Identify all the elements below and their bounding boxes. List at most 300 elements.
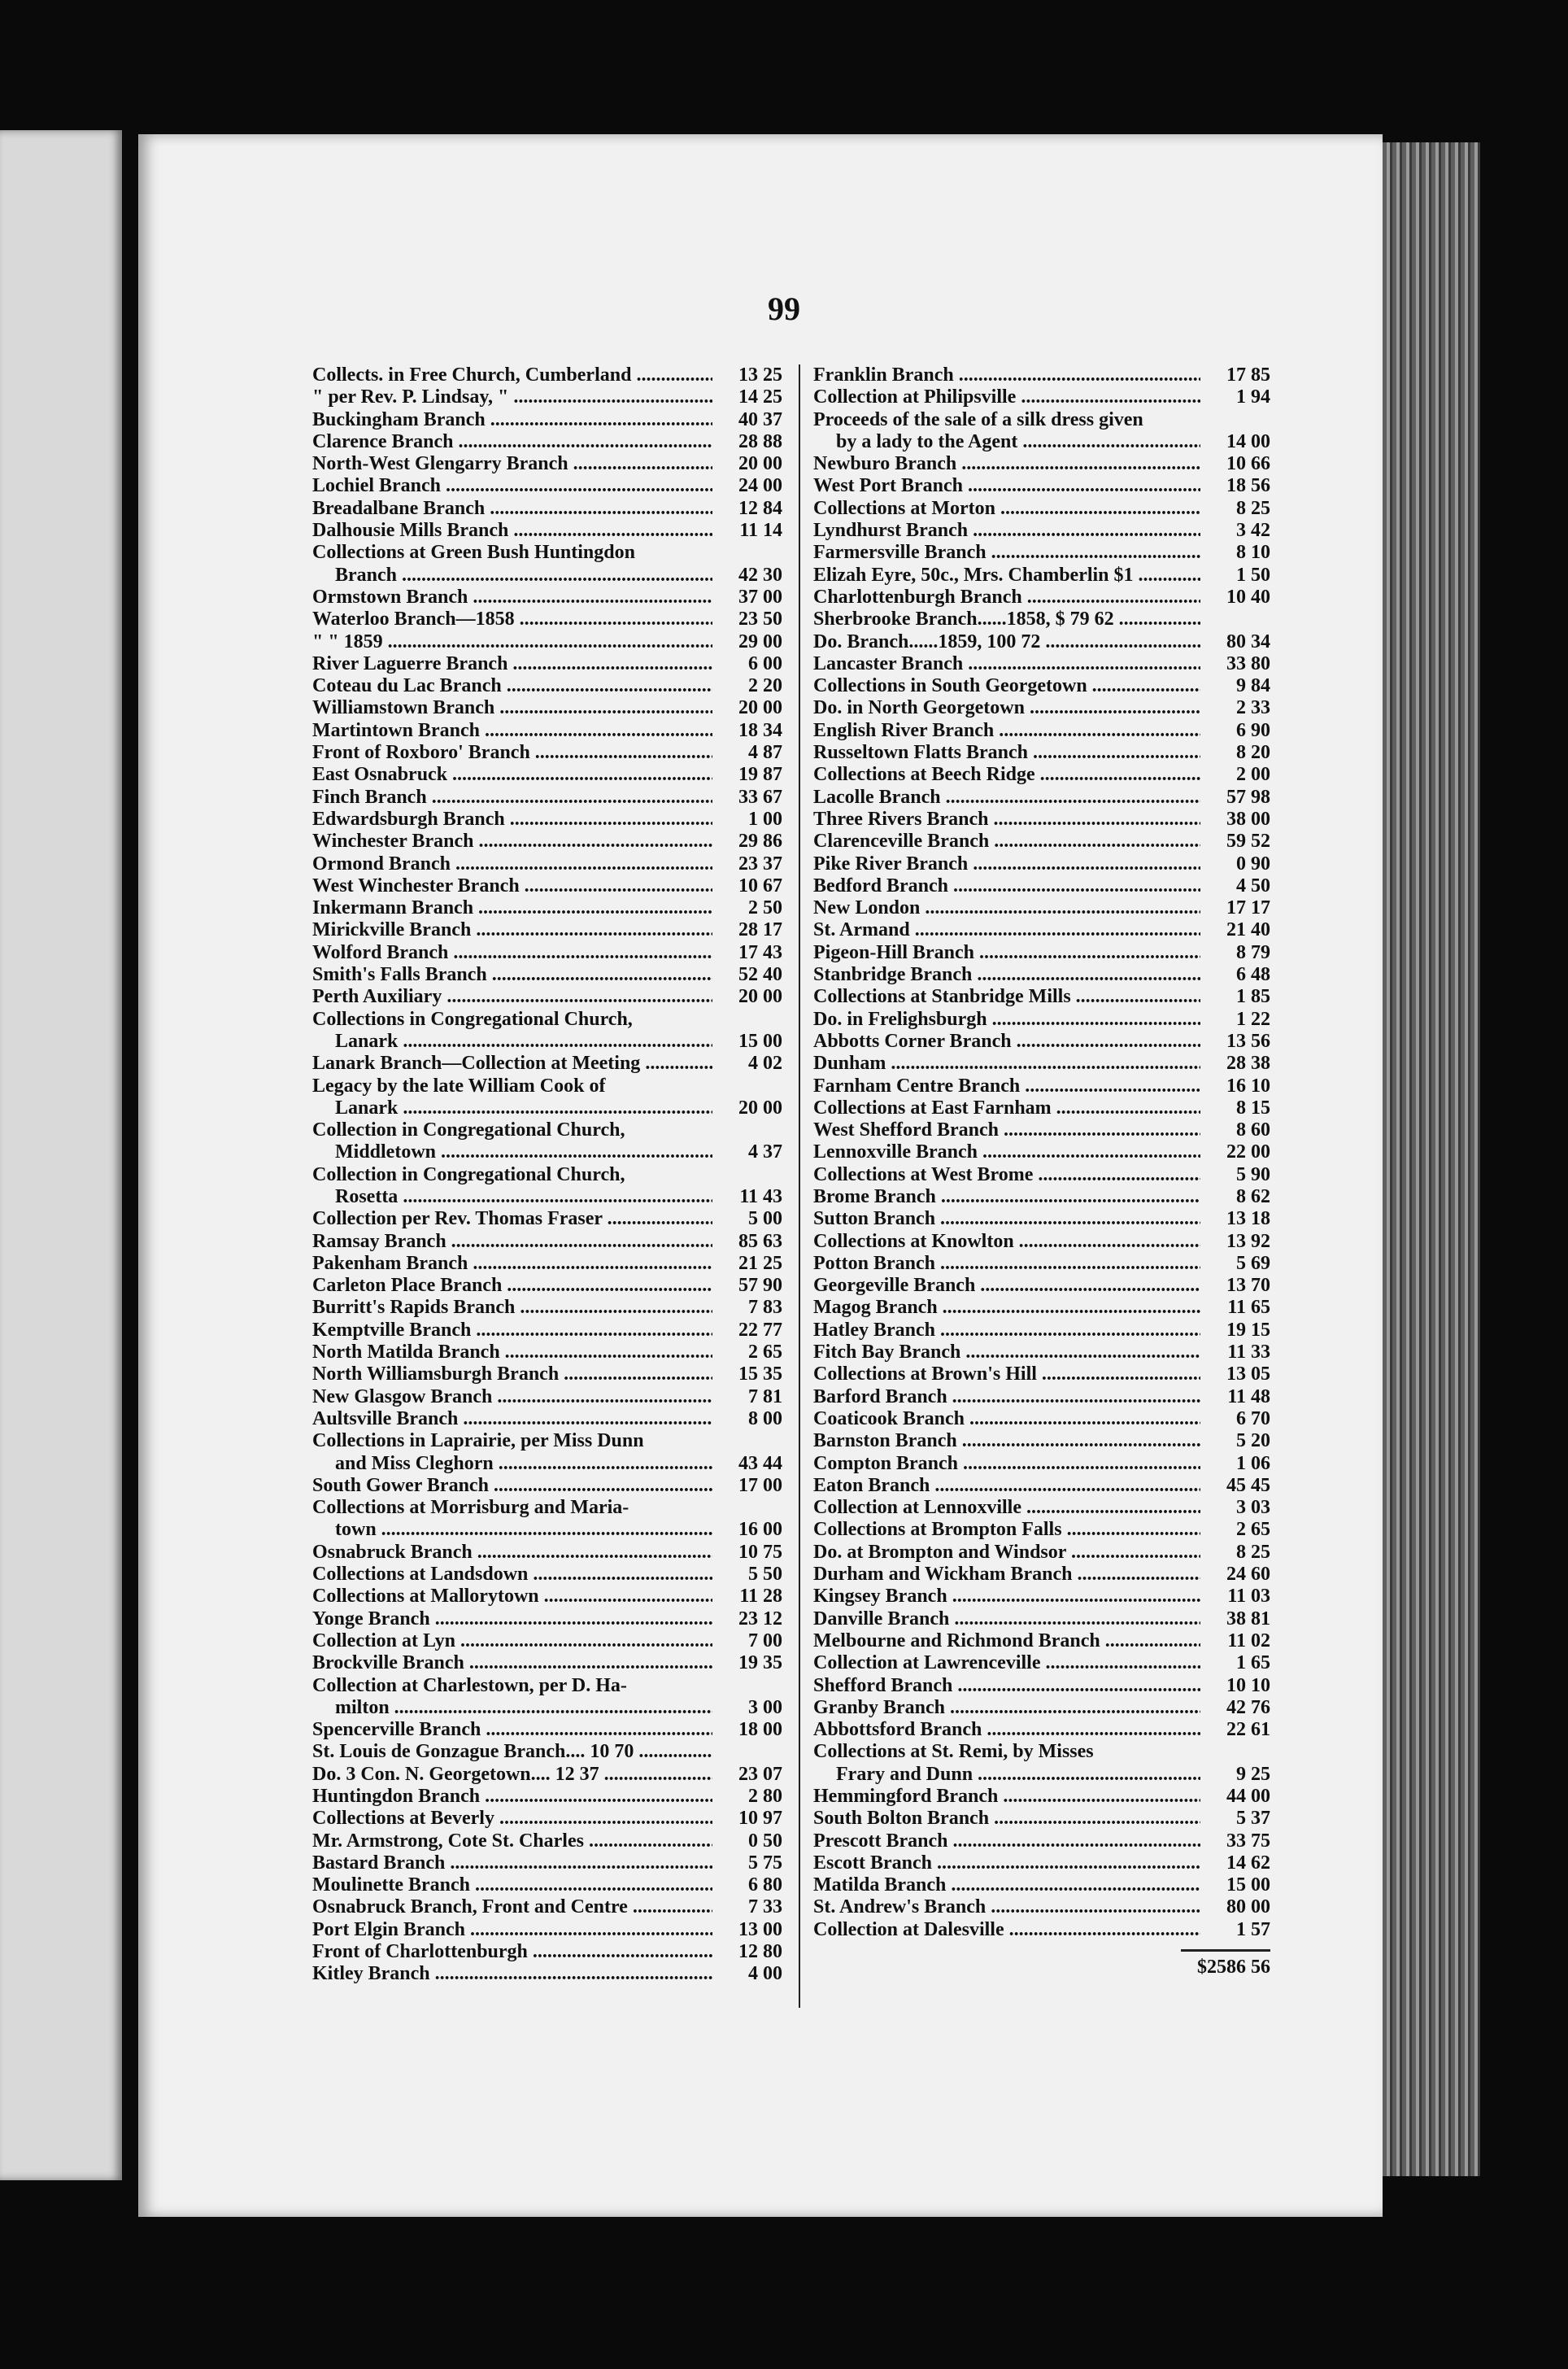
entry-amount: 45 45: [1226, 1474, 1270, 1496]
entry-label: Collection at Lawrenceville .....: [813, 1652, 1200, 1674]
ledger-entry: [312, 1719, 782, 1741]
entry-label: Finch Branch .....: [312, 787, 712, 809]
entry-label: Branch .....: [312, 565, 712, 587]
ledger-entry: [813, 720, 1270, 742]
ledger-entry: [813, 986, 1270, 1008]
entry-label: Collections at Landsdown .....: [312, 1564, 712, 1586]
entry-amount: 57 98: [1226, 786, 1270, 808]
entry-amount: 11 28: [739, 1586, 782, 1608]
entry-label: Farnham Centre Branch .....: [813, 1075, 1200, 1097]
ledger-entry: [813, 520, 1270, 542]
entry-amount: 20 00: [738, 453, 782, 475]
entry-label: Fitch Bay Branch .....: [813, 1342, 1200, 1363]
entry-label-line: Collection in Congregational Church,: [312, 1119, 625, 1141]
entry-amount: 20 00: [738, 1097, 782, 1119]
entry-label-line: Collections at Morrisburg and Maria-: [312, 1497, 629, 1519]
entry-label: Barford Branch .....: [813, 1386, 1200, 1408]
entry-amount: 1 57: [1236, 1918, 1270, 1940]
entry-amount: 57 90: [738, 1275, 782, 1297]
ledger-entry: [813, 875, 1270, 897]
entry-label: South Gower Branch .....: [312, 1475, 712, 1497]
ledger-entry: [813, 1453, 1270, 1475]
ledger-entry: [813, 1475, 1270, 1497]
ledger-entry: [813, 742, 1270, 764]
ledger-entry: [312, 1830, 782, 1852]
ledger-entry: [813, 1119, 1270, 1141]
ledger-entry: [813, 1808, 1270, 1830]
ledger-entry: [813, 386, 1270, 408]
entry-label-line: Collections at Green Bush Huntingdon: [312, 542, 635, 564]
ledger-entry: [312, 787, 782, 809]
entry-amount: 23 07: [738, 1763, 782, 1785]
ledger-entry: [312, 1786, 782, 1808]
entry-label: Lanark .....: [312, 1097, 712, 1119]
ledger-entry: [813, 1652, 1270, 1674]
ledger-entry: [312, 1630, 782, 1652]
entry-amount: 18 00: [738, 1719, 782, 1741]
entry-amount: 15 00: [738, 1030, 782, 1052]
entry-amount: 10 97: [738, 1808, 782, 1830]
entry-amount: 8 10: [1236, 542, 1270, 564]
facing-page-edge: [0, 130, 122, 2180]
ledger-entry: [312, 1053, 782, 1075]
entry-label: Martintown Branch .....: [312, 720, 712, 742]
entry-label: Collection at Dalesville .....: [813, 1919, 1200, 1941]
entry-label: Durham and Wickham Branch .....: [813, 1564, 1200, 1586]
entry-amount: 17 00: [738, 1474, 782, 1496]
entry-label: Lyndhurst Branch .....: [813, 520, 1200, 542]
ledger-entry: [312, 764, 782, 786]
entry-amount: 4 00: [748, 1963, 782, 1985]
ledger-entry: [813, 1141, 1270, 1163]
entry-amount: 42 30: [738, 564, 782, 586]
entry-amount: 11 43: [739, 1185, 782, 1207]
entry-amount: 5 50: [748, 1564, 782, 1586]
entry-label: Collection at Lyn .....: [312, 1630, 712, 1652]
entry-label: West Winchester Branch .....: [312, 875, 712, 897]
ledger-entry: [312, 964, 782, 986]
entry-label: River Laguerre Branch .....: [312, 653, 712, 675]
entry-label: North-West Glengarry Branch .....: [312, 453, 712, 475]
ledger-entry: [813, 1630, 1270, 1652]
ledger-entry: [312, 475, 782, 497]
ledger-entry: [312, 1941, 782, 1963]
ledger-entry: [312, 919, 782, 941]
entry-amount: 1 06: [1236, 1452, 1270, 1474]
entry-label: Franklin Branch .....: [813, 364, 1200, 386]
entry-label: Edwardsburgh Branch .....: [312, 809, 712, 831]
entry-amount: 1 65: [1236, 1652, 1270, 1674]
entry-label: Aultsville Branch .....: [312, 1408, 712, 1430]
entry-amount: 0 90: [1236, 853, 1270, 875]
entry-label-line: Proceeds of the sale of a silk dress given: [813, 408, 1143, 430]
ledger-entry: [312, 1586, 782, 1608]
entry-label: Newburo Branch .....: [813, 453, 1200, 475]
entry-amount: 13 05: [1226, 1363, 1270, 1385]
entry-label: Hatley Branch .....: [813, 1320, 1200, 1342]
entry-label: Abbotts Corner Branch .....: [813, 1031, 1200, 1053]
entry-amount: 24 00: [738, 475, 782, 497]
ledger-entry: [813, 1719, 1270, 1741]
entry-amount: 15 35: [738, 1363, 782, 1385]
entry-amount: 11 14: [739, 520, 782, 542]
entry-label: West Shefford Branch .....: [813, 1119, 1200, 1141]
ledger-entry: [813, 1830, 1270, 1852]
entry-label: Collections at Stanbridge Mills .....: [813, 986, 1200, 1008]
entry-label: Collections at East Farnham .....: [813, 1097, 1200, 1119]
ledger-entry: [813, 631, 1270, 653]
entry-label: St. Andrew's Branch .....: [813, 1896, 1200, 1918]
entry-label: New London .....: [813, 897, 1200, 919]
entry-label: Lanark .....: [312, 1031, 712, 1053]
entry-amount: 16 10: [1226, 1075, 1270, 1097]
entry-label: Collections at Beech Ridge .....: [813, 764, 1200, 786]
ledger-entry: [813, 1764, 1270, 1786]
entry-amount: 3 42: [1236, 520, 1270, 542]
entry-amount: 3 03: [1236, 1497, 1270, 1519]
entry-label: Three Rivers Branch .....: [813, 809, 1200, 831]
entry-label: Collections at Brown's Hill .....: [813, 1363, 1200, 1385]
entry-amount: 22 61: [1226, 1719, 1270, 1741]
entry-label: Danville Branch .....: [813, 1608, 1200, 1630]
ledger-entry: [312, 609, 782, 630]
ledger-entry: [312, 1342, 782, 1363]
entry-label: Pike River Branch .....: [813, 853, 1200, 875]
entry-amount: 59 52: [1226, 831, 1270, 853]
ledger-entry: [813, 1786, 1270, 1808]
ledger-entry: [813, 942, 1270, 964]
ledger-entry: [813, 1874, 1270, 1896]
entry-label: Collects. in Free Church, Cumberland .....: [312, 364, 712, 386]
entry-label: Collections at Mallorytown .....: [312, 1586, 712, 1608]
entry-label: English River Branch .....: [813, 720, 1200, 742]
entry-amount: 10 10: [1226, 1674, 1270, 1696]
ledger-entry: [312, 453, 782, 475]
entry-amount: 13 70: [1226, 1275, 1270, 1297]
entry-amount: 13 92: [1226, 1230, 1270, 1252]
ledger-entry: [813, 475, 1270, 497]
entry-label: " " 1859 .....: [312, 631, 712, 653]
ledger-entry: [312, 809, 782, 831]
ledger-entry: [312, 1542, 782, 1564]
ledger-entry: [813, 609, 1270, 630]
entry-label: Waterloo Branch—1858 .....: [312, 609, 712, 630]
entry-amount: 7 83: [748, 1297, 782, 1319]
ledger-entry: [813, 498, 1270, 520]
entry-amount: 7 81: [748, 1385, 782, 1407]
entry-label: Shefford Branch .....: [813, 1675, 1200, 1697]
entry-label: Bastard Branch .....: [312, 1852, 712, 1874]
right-column: [813, 364, 1270, 1979]
ledger-entry: [312, 897, 782, 919]
ledger-entry: [813, 1097, 1270, 1119]
ledger-entry: [813, 1697, 1270, 1719]
ledger-entry: [312, 431, 782, 453]
entry-label: Granby Branch .....: [813, 1697, 1200, 1719]
ledger-entry: [312, 1808, 782, 1830]
entry-label: Do. in Frelighsburgh .....: [813, 1009, 1200, 1031]
ledger-entry: [813, 1275, 1270, 1297]
ledger-entry: [312, 565, 782, 587]
entry-amount: 52 40: [738, 964, 782, 986]
entry-label: Huntingdon Branch .....: [312, 1786, 712, 1808]
ledger-entry: [813, 1231, 1270, 1253]
entry-label: Melbourne and Richmond Branch .....: [813, 1630, 1200, 1652]
entry-label: Sherbrooke Branch......1858, $ 79 62 .....: [813, 609, 1200, 630]
entry-label: Rosetta .....: [312, 1186, 712, 1208]
entry-amount: 1 85: [1236, 986, 1270, 1008]
entry-label: St. Louis de Gonzague Branch.... 10 70 .....: [312, 1741, 712, 1763]
ledger-entry: [312, 1963, 782, 1985]
ledger-entry: [813, 1519, 1270, 1541]
ledger-entry: [813, 1497, 1270, 1519]
entry-amount: 17 43: [738, 941, 782, 963]
entry-label: Clarence Branch .....: [312, 431, 712, 453]
entry-label: St. Armand .....: [813, 919, 1200, 941]
ledger-entry: [813, 542, 1270, 564]
entry-label: Winchester Branch .....: [312, 831, 712, 853]
ledger-entry: [312, 1475, 782, 1497]
entry-label: Matilda Branch .....: [813, 1874, 1200, 1896]
entry-label: Prescott Branch .....: [813, 1830, 1200, 1852]
grand-total: $2586 56: [1197, 1957, 1270, 1979]
ledger-entry: [813, 1542, 1270, 1564]
entry-amount: 23 37: [738, 853, 782, 875]
entry-amount: 6 48: [1236, 964, 1270, 986]
entry-amount: 5 37: [1236, 1808, 1270, 1830]
entry-label: Potton Branch .....: [813, 1253, 1200, 1275]
ledger-entry: [813, 1408, 1270, 1430]
ledger-entry: [312, 1919, 782, 1941]
entry-label: Do. at Brompton and Windsor .....: [813, 1542, 1200, 1564]
entry-amount: 28 88: [738, 430, 782, 452]
ledger-entry: [312, 986, 782, 1008]
ledger-entry: [813, 565, 1270, 587]
ledger-entry: [312, 675, 782, 697]
entry-amount: 0 50: [748, 1830, 782, 1852]
entry-label: Elizah Eyre, 50c., Mrs. Chamberlin $1 .....: [813, 565, 1200, 587]
ledger-entry: [312, 1031, 782, 1053]
ledger-entry: [813, 1564, 1270, 1586]
ledger-entry: [813, 1363, 1270, 1385]
ledger-entry: [813, 364, 1270, 386]
page-block-edges: [1383, 142, 1480, 2176]
entry-label: Do. Branch......1859, 100 72 .....: [813, 631, 1200, 653]
entry-label: Brome Branch .....: [813, 1186, 1200, 1208]
ledger-entry: [312, 498, 782, 520]
ledger-entry: [312, 1320, 782, 1342]
entry-amount: 4 87: [748, 742, 782, 764]
entry-label: Barnston Branch .....: [813, 1430, 1200, 1452]
entry-amount: 33 75: [1226, 1830, 1270, 1852]
entry-label: Frary and Dunn .....: [813, 1764, 1200, 1786]
entry-amount: 1 50: [1236, 564, 1270, 586]
entry-amount: 2 65: [1236, 1519, 1270, 1541]
ledger-entry: [312, 1697, 782, 1719]
entry-amount: 4 37: [748, 1141, 782, 1163]
entry-label: Collections at Beverly .....: [312, 1808, 712, 1830]
ledger-entry: [312, 1186, 782, 1208]
ledger-entry: [813, 897, 1270, 919]
entry-label: Smith's Falls Branch .....: [312, 964, 712, 986]
entry-label: Osnabruck Branch .....: [312, 1542, 712, 1564]
ledger-entry: [813, 453, 1270, 475]
entry-label: Escott Branch .....: [813, 1852, 1200, 1874]
entry-label: Inkermann Branch .....: [312, 897, 712, 919]
ledger-entry: [312, 1764, 782, 1786]
entry-label-line: Collections in Laprairie, per Miss Dunn: [312, 1430, 644, 1452]
entry-amount: 10 40: [1226, 586, 1270, 608]
page-number: 99: [768, 290, 800, 327]
entry-label: North Williamsburgh Branch .....: [312, 1363, 712, 1385]
entry-amount: 17 85: [1226, 364, 1270, 386]
ledger-entry: [813, 1075, 1270, 1097]
entry-label: Lanark Branch—Collection at Meeting .....: [312, 1053, 712, 1075]
ledger-entry: [813, 587, 1270, 609]
entry-amount: 14 62: [1226, 1852, 1270, 1874]
ledger-entry: [813, 1253, 1270, 1275]
ledger-entry: [312, 386, 782, 408]
entry-amount: 18 34: [738, 719, 782, 741]
entry-label: Stanbridge Branch .....: [813, 964, 1200, 986]
ledger-entry: [312, 1363, 782, 1385]
entry-label: Magog Branch .....: [813, 1297, 1200, 1319]
entry-amount: 14 00: [1226, 430, 1270, 452]
entry-amount: 11 48: [1227, 1385, 1270, 1407]
entry-label: milton .....: [312, 1697, 712, 1719]
entry-label-line: Collections in Congregational Church,: [312, 1008, 633, 1030]
entry-label: Collections at Morton .....: [813, 498, 1200, 520]
entry-amount: 2 65: [748, 1342, 782, 1363]
entry-amount: 1 00: [748, 808, 782, 830]
entry-amount: 19 87: [738, 764, 782, 786]
entry-amount: 15 00: [1226, 1874, 1270, 1896]
ledger-entry: [813, 1342, 1270, 1363]
ledger-entry: [312, 1896, 782, 1918]
entry-amount: 12 84: [738, 497, 782, 519]
entry-label: Pigeon-Hill Branch .....: [813, 942, 1200, 964]
entry-amount: [1200, 609, 1270, 630]
ledger-entry: [813, 764, 1270, 786]
entry-amount: 43 44: [738, 1452, 782, 1474]
ledger-entry: [813, 964, 1270, 986]
ledger-entry: [312, 942, 782, 964]
entry-amount: 37 00: [738, 586, 782, 608]
entry-amount: 23 50: [738, 609, 782, 630]
entry-label: Kemptville Branch .....: [312, 1320, 712, 1342]
ledger-entry: [813, 1430, 1270, 1452]
ledger-entry: [312, 875, 782, 897]
entry-amount: 11 03: [1227, 1586, 1270, 1608]
ledger-entry: [813, 809, 1270, 831]
entry-label: Spencerville Branch .....: [312, 1719, 712, 1741]
entry-label: Breadalbane Branch .....: [312, 498, 712, 520]
entry-label: Lennoxville Branch .....: [813, 1141, 1200, 1163]
entry-amount: 42 76: [1226, 1696, 1270, 1718]
entry-amount: 18 56: [1226, 475, 1270, 497]
entry-label: Front of Charlottenburgh .....: [312, 1941, 712, 1963]
entry-amount: 6 00: [748, 652, 782, 674]
ledger-entry: [813, 1186, 1270, 1208]
entry-amount: 24 60: [1226, 1564, 1270, 1586]
ledger-entry: [312, 1386, 782, 1408]
entry-label-line: Legacy by the late William Cook of: [312, 1075, 606, 1097]
entry-label: town .....: [312, 1519, 712, 1541]
entry-label: Collection per Rev. Thomas Fraser .....: [312, 1208, 712, 1230]
entry-amount: 3 00: [748, 1696, 782, 1718]
ledger-entry: [312, 1275, 782, 1297]
ledger-entry: [813, 1208, 1270, 1230]
entry-amount: 7 33: [748, 1896, 782, 1918]
ledger-entry: [312, 831, 782, 853]
entry-label: Wolford Branch .....: [312, 942, 712, 964]
entry-label: Burritt's Rapids Branch .....: [312, 1297, 712, 1319]
entry-label: " per Rev. P. Lindsay, " .....: [312, 386, 712, 408]
ledger-entry: [312, 853, 782, 875]
entry-amount: 4 02: [748, 1053, 782, 1075]
entry-label: Brockville Branch .....: [312, 1652, 712, 1674]
entry-amount: 38 81: [1226, 1608, 1270, 1630]
entry-amount: [712, 1741, 782, 1763]
entry-amount: 23 12: [738, 1608, 782, 1630]
entry-amount: 40 37: [738, 408, 782, 430]
entry-label: Collection at Lennoxville .....: [813, 1497, 1200, 1519]
entry-label: Perth Auxiliary .....: [312, 986, 712, 1008]
total-rule: [1181, 1949, 1270, 1952]
entry-label: Clarenceville Branch .....: [813, 831, 1200, 853]
ledger-entry: [312, 1741, 782, 1763]
entry-amount: 5 90: [1236, 1163, 1270, 1185]
ledger-entry: [813, 919, 1270, 941]
ledger-entry: [813, 431, 1270, 453]
entry-label: Yonge Branch .....: [312, 1608, 712, 1630]
entry-label: Buckingham Branch .....: [312, 409, 712, 431]
ledger-entry: [813, 853, 1270, 875]
entry-label: Abbottsford Branch .....: [813, 1719, 1200, 1741]
entry-label: Osnabruck Branch, Front and Centre .....: [312, 1896, 712, 1918]
ledger-entry: [813, 653, 1270, 675]
entry-amount: 2 80: [748, 1786, 782, 1807]
entry-amount: 19 15: [1226, 1319, 1270, 1341]
entry-amount: 6 70: [1236, 1407, 1270, 1429]
entry-label: Lacolle Branch .....: [813, 787, 1200, 809]
ledger-entry: [813, 787, 1270, 809]
entry-label: New Glasgow Branch .....: [312, 1386, 712, 1408]
entry-label-line: Collections at St. Remi, by Misses: [813, 1741, 1094, 1763]
ledger-entry: [813, 1586, 1270, 1608]
ledger-entry: [312, 1564, 782, 1586]
entry-amount: 5 20: [1236, 1430, 1270, 1452]
ledger-entry: [312, 1519, 782, 1541]
entry-label: Coteau du Lac Branch .....: [312, 675, 712, 697]
entry-label: Ormond Branch .....: [312, 853, 712, 875]
entry-amount: 28 17: [738, 919, 782, 941]
entry-label: Port Elgin Branch .....: [312, 1919, 712, 1941]
ledger-entry: [312, 697, 782, 719]
entry-label-line: Collection in Congregational Church,: [312, 1163, 625, 1185]
entry-amount: 6 80: [748, 1874, 782, 1896]
entry-amount: 21 40: [1226, 919, 1270, 941]
entry-amount: 8 79: [1236, 941, 1270, 963]
entry-amount: 21 25: [738, 1252, 782, 1274]
entry-label: Do. 3 Con. N. Georgetown.... 12 37 .....: [312, 1764, 712, 1786]
entry-label: East Osnabruck .....: [312, 764, 712, 786]
entry-label: Ramsay Branch .....: [312, 1231, 712, 1253]
ledger-entry: [312, 1652, 782, 1674]
entry-amount: 10 67: [738, 875, 782, 897]
entry-amount: 29 86: [738, 831, 782, 853]
entry-label: Collections at West Brome .....: [813, 1164, 1200, 1186]
